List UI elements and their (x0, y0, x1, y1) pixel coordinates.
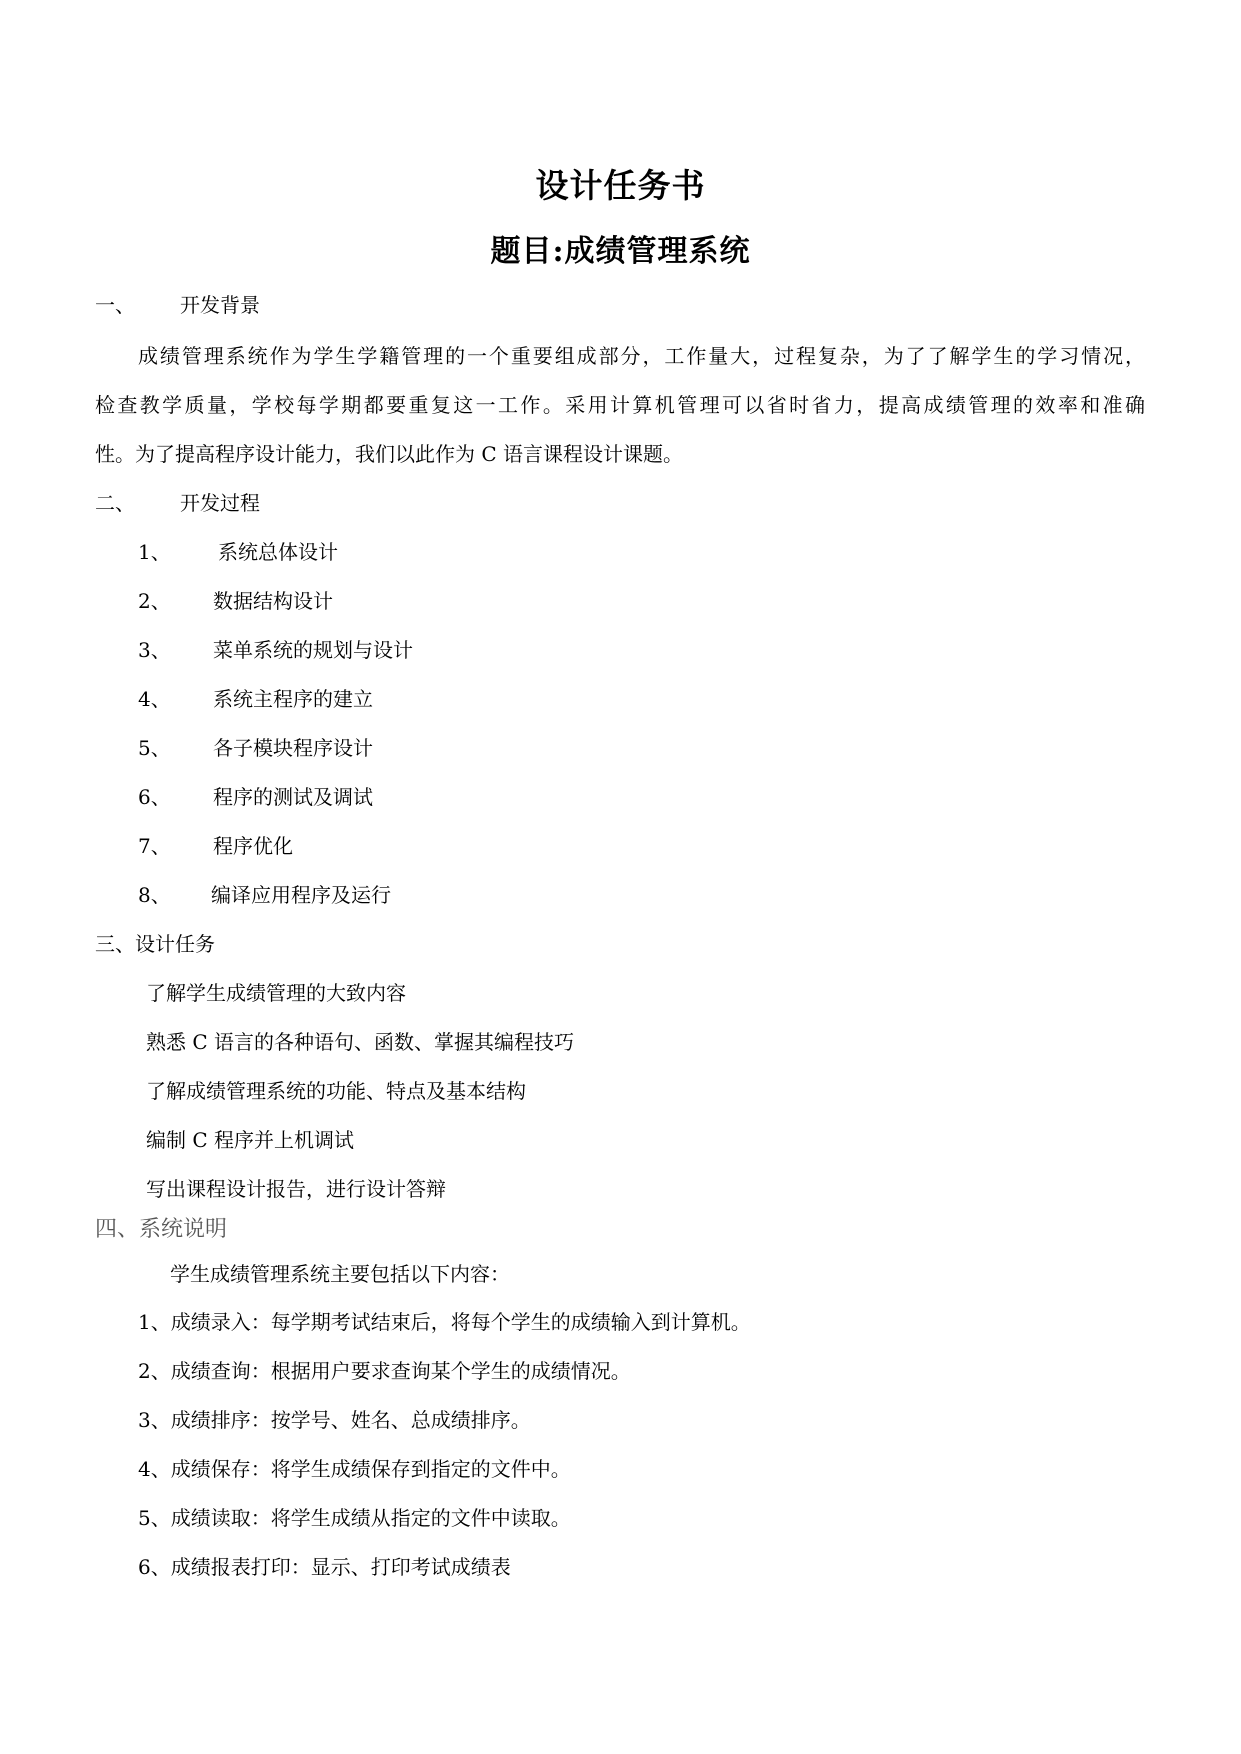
list-item-number: 5、 (138, 736, 171, 760)
list-item: 菜单系统的规划与设计 (213, 638, 413, 662)
list-item: 熟悉 C 语言的各种语句、函数、掌握其编程技巧 (146, 1030, 575, 1054)
section2-number: 二、 (95, 491, 135, 515)
section4-heading: 四、系统说明 (95, 1217, 228, 1242)
list-item-number: 8、 (138, 883, 171, 907)
list-item: 2、成绩查询：根据用户要求查询某个学生的成绩情况。 (138, 1359, 631, 1383)
list-item: 各子模块程序设计 (213, 736, 373, 760)
list-item: 写出课程设计报告，进行设计答辩 (146, 1177, 446, 1201)
list-item: 了解学生成绩管理的大致内容 (146, 981, 406, 1005)
list-item: 数据结构设计 (213, 589, 333, 613)
section1-paragraph-line: 成绩管理系统作为学生学籍管理的一个重要组成部分，工作量大，过程复杂，为了了解学生的学习情况， (138, 344, 1145, 368)
section1-paragraph-line: 检查教学质量，学校每学期都要重复这一工作。采用计算机管理可以省时省力，提高成绩管理的效率和准确 (95, 393, 1145, 417)
list-item-number: 2、 (138, 589, 171, 613)
section1-paragraph-line: 性。为了提高程序设计能力，我们以此作为 C 语言课程设计课题。 (95, 442, 684, 466)
subject-title: 题目:成绩管理系统 (490, 234, 751, 269)
list-item: 系统主程序的建立 (213, 687, 373, 711)
list-item: 系统总体设计 (218, 540, 338, 564)
list-item: 程序优化 (213, 834, 293, 858)
list-item-number: 1、 (138, 540, 171, 564)
list-item: 了解成绩管理系统的功能、特点及基本结构 (146, 1079, 526, 1103)
list-item: 1、成绩录入：每学期考试结束后，将每个学生的成绩输入到计算机。 (138, 1310, 751, 1334)
list-item-number: 7、 (138, 834, 171, 858)
list-item-number: 4、 (138, 687, 171, 711)
list-item-number: 6、 (138, 785, 171, 809)
section3-heading: 三、设计任务 (95, 932, 215, 956)
list-item: 程序的测试及调试 (213, 785, 373, 809)
list-item: 5、成绩读取：将学生成绩从指定的文件中读取。 (138, 1506, 571, 1530)
section4-intro: 学生成绩管理系统主要包括以下内容： (170, 1262, 510, 1286)
list-item: 编制 C 程序并上机调试 (146, 1128, 355, 1152)
section2-heading: 开发过程 (180, 491, 260, 515)
list-item: 4、成绩保存：将学生成绩保存到指定的文件中。 (138, 1457, 571, 1481)
section1-number: 一、 (95, 293, 135, 317)
list-item: 3、成绩排序：按学号、姓名、总成绩排序。 (138, 1408, 531, 1432)
list-item-number: 3、 (138, 638, 171, 662)
list-item: 编译应用程序及运行 (211, 883, 391, 907)
document-title: 设计任务书 (535, 166, 706, 205)
list-item: 6、成绩报表打印：显示、打印考试成绩表 (138, 1555, 511, 1579)
section1-heading: 开发背景 (180, 293, 260, 317)
